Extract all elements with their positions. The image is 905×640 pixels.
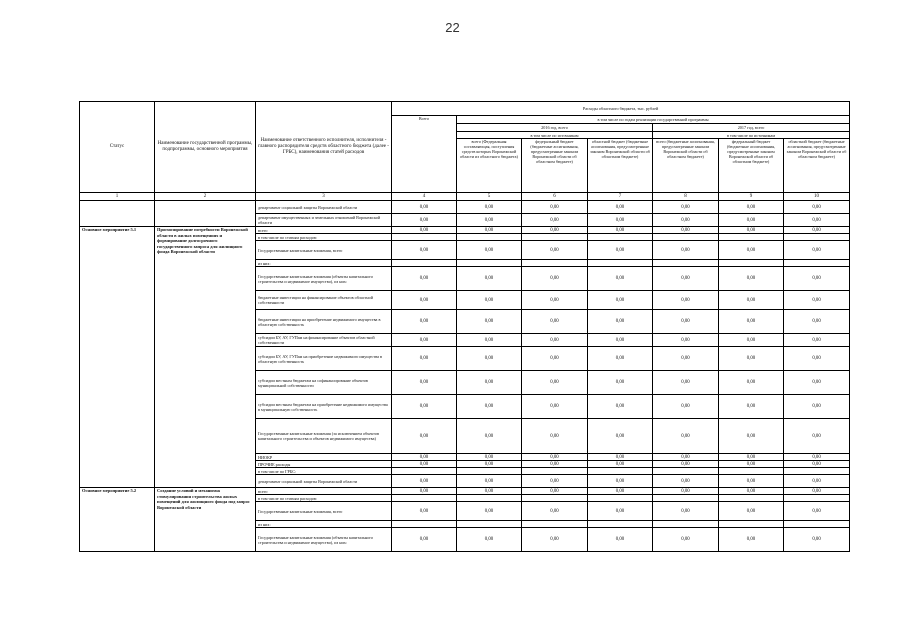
value-cell	[392, 521, 457, 528]
value-cell: 0,00	[784, 291, 850, 310]
value-cell	[588, 260, 653, 267]
value-cell: 0,00	[522, 371, 588, 395]
value-cell: 0,00	[392, 488, 457, 495]
value-cell: 0,00	[457, 475, 522, 488]
value-cell: 0,00	[653, 371, 719, 395]
value-cell: 0,00	[653, 395, 719, 419]
value-cell: 0,00	[719, 227, 784, 234]
header-source-b: федеральный бюджет (бюджетные ассигнования, предусмотренные законом Воронежской области об областном бюджете)	[522, 139, 588, 193]
value-cell: 0,00	[522, 347, 588, 371]
value-cell: 0,00	[392, 371, 457, 395]
value-cell: 0,00	[784, 419, 850, 454]
value-cell: 0,00	[588, 528, 653, 552]
value-cell	[457, 468, 522, 475]
value-cell: 0,00	[588, 454, 653, 461]
value-cell: 0,00	[719, 461, 784, 468]
value-cell: 0,00	[392, 241, 457, 260]
value-cell: 0,00	[522, 291, 588, 310]
value-cell: 0,00	[588, 347, 653, 371]
table-row	[80, 488, 850, 495]
expense-item-label: субсидии местным бюджетам на приобретение недвижимого имущества в муниципальную собственность	[256, 395, 392, 419]
value-cell: 0,00	[719, 201, 784, 214]
expense-item-label: бюджетные инвестиции на приобретение недвижимого имущества в областную собственность	[256, 310, 392, 334]
value-cell: 0,00	[522, 461, 588, 468]
column-number: 3	[256, 193, 392, 201]
value-cell: 0,00	[653, 502, 719, 521]
value-cell	[784, 260, 850, 267]
value-cell: 0,00	[457, 461, 522, 468]
value-cell: 0,00	[588, 395, 653, 419]
expense-item-label: в том числе по статьям расходов:	[256, 234, 392, 241]
value-cell: 0,00	[653, 201, 719, 214]
value-cell: 0,00	[653, 347, 719, 371]
expense-item-label: Государственные капитальные вложения (за исключением объектов капитального строительства и объектов недвижимого имущества)	[256, 419, 392, 454]
value-cell	[588, 521, 653, 528]
column-number: 4	[392, 193, 457, 201]
expense-item-label: департамент социальной защиты Воронежской области	[256, 201, 392, 214]
header-source-a: всего (Федеральная составляющая, поступления средств которых Воронежской области из областного бюджета)	[457, 139, 522, 193]
value-cell: 0,00	[719, 528, 784, 552]
header-source-e: федеральный бюджет (бюджетные ассигнования, предусмотренные законом Воронежской области об областном бюджете)	[719, 139, 784, 193]
value-cell: 0,00	[653, 310, 719, 334]
value-cell: 0,00	[392, 347, 457, 371]
value-cell: 0,00	[392, 528, 457, 552]
value-cell	[392, 260, 457, 267]
value-cell: 0,00	[588, 475, 653, 488]
value-cell: 0,00	[784, 201, 850, 214]
value-cell	[522, 521, 588, 528]
header-executor: Наименование ответственного исполнителя, исполнителя - главного распорядителя средств областного бюджета (далее - ГРБС), наименования статей расходов	[256, 102, 392, 193]
header-source-d: всего (бюджетные ассигнования, предусмотренные законом Воронежской области об областном бюджете)	[653, 139, 719, 193]
column-number-row	[80, 193, 850, 201]
value-cell	[653, 260, 719, 267]
value-cell: 0,00	[588, 461, 653, 468]
value-cell: 0,00	[784, 214, 850, 227]
header-by-years: в том числе по годам реализации государственной программы	[457, 116, 850, 124]
value-cell: 0,00	[653, 475, 719, 488]
value-cell	[522, 468, 588, 475]
value-cell: 0,00	[392, 334, 457, 347]
expense-item-label: ПРОЧИЕ расходы	[256, 461, 392, 468]
value-cell: 0,00	[522, 214, 588, 227]
value-cell: 0,00	[784, 267, 850, 291]
value-cell	[522, 234, 588, 241]
expense-item-label: НИОКР	[256, 454, 392, 461]
value-cell: 0,00	[457, 241, 522, 260]
value-cell: 0,00	[653, 419, 719, 454]
value-cell	[392, 468, 457, 475]
column-number: 10	[784, 193, 850, 201]
block2-name: Прогнозирование потребности Воронежской области в жилых помещениях и формирование долгосрочного государственного запроса для жилищного фонда Воронежской области	[155, 227, 256, 488]
block3-name: Создание условий и механизма стимулирования строительства жилых помещений для жилищного фонда под запрос Воронежской области	[155, 488, 256, 552]
value-cell: 0,00	[392, 310, 457, 334]
value-cell: 0,00	[392, 461, 457, 468]
value-cell	[588, 495, 653, 502]
column-number: 5	[457, 193, 522, 201]
value-cell	[588, 468, 653, 475]
value-cell: 0,00	[588, 488, 653, 495]
expense-item-label: Государственные капитальные вложения (объекты капитального строительства и недвижимое имущество), из них:	[256, 267, 392, 291]
value-cell: 0,00	[719, 267, 784, 291]
expense-item-label: субсидии БУ, АУ, ГУПам на приобретение недвижимого имущества в областную собственность	[256, 347, 392, 371]
value-cell: 0,00	[653, 461, 719, 468]
value-cell: 0,00	[653, 334, 719, 347]
value-cell: 0,00	[457, 502, 522, 521]
value-cell: 0,00	[719, 488, 784, 495]
value-cell	[784, 468, 850, 475]
column-number: 9	[719, 193, 784, 201]
value-cell: 0,00	[784, 502, 850, 521]
value-cell	[522, 260, 588, 267]
value-cell: 0,00	[588, 419, 653, 454]
value-cell: 0,00	[392, 419, 457, 454]
value-cell: 0,00	[653, 488, 719, 495]
column-number: 8	[653, 193, 719, 201]
value-cell	[719, 468, 784, 475]
value-cell: 0,00	[522, 227, 588, 234]
value-cell: 0,00	[392, 227, 457, 234]
value-cell: 0,00	[457, 371, 522, 395]
value-cell: 0,00	[522, 454, 588, 461]
value-cell	[719, 495, 784, 502]
value-cell: 0,00	[719, 454, 784, 461]
value-cell: 0,00	[719, 310, 784, 334]
value-cell	[522, 495, 588, 502]
value-cell: 0,00	[522, 502, 588, 521]
value-cell: 0,00	[392, 214, 457, 227]
page-number: 22	[445, 20, 460, 35]
value-cell	[784, 234, 850, 241]
value-cell: 0,00	[522, 201, 588, 214]
value-cell: 0,00	[784, 347, 850, 371]
value-cell: 0,00	[719, 334, 784, 347]
table-row	[80, 227, 850, 234]
value-cell	[784, 495, 850, 502]
value-cell: 0,00	[719, 395, 784, 419]
expense-item-label: Государственные капитальные вложения, всего	[256, 241, 392, 260]
value-cell: 0,00	[784, 395, 850, 419]
value-cell: 0,00	[392, 201, 457, 214]
value-cell: 0,00	[392, 291, 457, 310]
expense-item-label: Государственные капитальные вложения (объекты капитального строительства и недвижимое имущество), из них:	[256, 528, 392, 552]
expense-item-label: всего	[256, 488, 392, 495]
value-cell: 0,00	[457, 201, 522, 214]
value-cell	[588, 234, 653, 241]
value-cell: 0,00	[522, 334, 588, 347]
header-source-c: областной бюджет (бюджетные ассигнования, предусмотренные законом Воронежской области об областном бюджете)	[588, 139, 653, 193]
value-cell: 0,00	[784, 475, 850, 488]
value-cell	[392, 234, 457, 241]
expense-item-label: субсидии БУ, АУ, ГУПам на финансирование объектов областной собственности	[256, 334, 392, 347]
header-program-name: Наименование государственной программы, подпрограммы, основного мероприятия	[155, 102, 256, 193]
value-cell: 0,00	[719, 475, 784, 488]
value-cell	[392, 495, 457, 502]
value-cell: 0,00	[653, 291, 719, 310]
value-cell: 0,00	[522, 310, 588, 334]
value-cell: 0,00	[784, 310, 850, 334]
value-cell: 0,00	[784, 227, 850, 234]
expense-item-label: Государственные капитальные вложения, всего	[256, 502, 392, 521]
value-cell: 0,00	[784, 454, 850, 461]
block1-name	[155, 201, 256, 227]
value-cell: 0,00	[784, 241, 850, 260]
column-number: 7	[588, 193, 653, 201]
header-source-f: областной бюджет (бюджетные ассигнования, предусмотренные законом Воронежской области об областном бюджете)	[784, 139, 850, 193]
value-cell: 0,00	[392, 502, 457, 521]
value-cell: 0,00	[392, 267, 457, 291]
value-cell: 0,00	[719, 241, 784, 260]
block2-status: Основное мероприятие 5.1	[80, 227, 155, 488]
block3-status: Основное мероприятие 5.2	[80, 488, 155, 552]
value-cell: 0,00	[457, 214, 522, 227]
header-total: Всего	[392, 116, 457, 193]
value-cell: 0,00	[588, 214, 653, 227]
value-cell	[457, 521, 522, 528]
value-cell: 0,00	[719, 291, 784, 310]
value-cell	[457, 260, 522, 267]
value-cell: 0,00	[588, 310, 653, 334]
value-cell	[719, 234, 784, 241]
expense-item-label: в том числе по статьям расходов:	[256, 495, 392, 502]
value-cell: 0,00	[457, 334, 522, 347]
value-cell: 0,00	[784, 461, 850, 468]
budget-table	[79, 101, 850, 552]
value-cell: 0,00	[457, 454, 522, 461]
value-cell: 0,00	[457, 395, 522, 419]
value-cell: 0,00	[784, 488, 850, 495]
value-cell: 0,00	[457, 347, 522, 371]
value-cell: 0,00	[522, 528, 588, 552]
value-cell: 0,00	[457, 488, 522, 495]
value-cell: 0,00	[784, 371, 850, 395]
value-cell: 0,00	[522, 267, 588, 291]
expense-item-label: всего	[256, 227, 392, 234]
table-row	[80, 201, 850, 214]
value-cell: 0,00	[588, 291, 653, 310]
value-cell: 0,00	[653, 227, 719, 234]
column-number: 6	[522, 193, 588, 201]
value-cell: 0,00	[522, 419, 588, 454]
value-cell: 0,00	[457, 419, 522, 454]
value-cell: 0,00	[784, 528, 850, 552]
value-cell: 0,00	[392, 454, 457, 461]
value-cell	[653, 468, 719, 475]
value-cell: 0,00	[784, 334, 850, 347]
value-cell	[719, 260, 784, 267]
expense-item-label: в том числе по ГРБС:	[256, 468, 392, 475]
value-cell: 0,00	[719, 419, 784, 454]
value-cell: 0,00	[522, 488, 588, 495]
value-cell	[653, 521, 719, 528]
value-cell: 0,00	[588, 502, 653, 521]
column-number: 2	[155, 193, 256, 201]
expense-item-label: департамент социальной защиты Воронежской области	[256, 475, 392, 488]
value-cell: 0,00	[588, 227, 653, 234]
value-cell: 0,00	[588, 371, 653, 395]
expense-item-label: департамент имущественных и земельных отношений Воронежской области	[256, 214, 392, 227]
value-cell	[653, 495, 719, 502]
value-cell: 0,00	[457, 310, 522, 334]
value-cell	[457, 495, 522, 502]
expense-item-label: бюджетные инвестиции на финансирование объектов областной собственности	[256, 291, 392, 310]
value-cell: 0,00	[588, 334, 653, 347]
value-cell: 0,00	[719, 214, 784, 227]
value-cell	[784, 521, 850, 528]
value-cell: 0,00	[522, 475, 588, 488]
value-cell: 0,00	[457, 291, 522, 310]
value-cell: 0,00	[719, 502, 784, 521]
value-cell: 0,00	[588, 241, 653, 260]
value-cell	[719, 521, 784, 528]
value-cell: 0,00	[653, 267, 719, 291]
header-year-2017: 2017 год, всего	[653, 124, 850, 132]
value-cell	[457, 234, 522, 241]
value-cell: 0,00	[653, 528, 719, 552]
header-year-2016: 2016 год, всего	[457, 124, 653, 132]
value-cell: 0,00	[588, 267, 653, 291]
expense-item-label: из них:	[256, 521, 392, 528]
header-by-sources-2017: в том числе по источникам	[653, 132, 850, 139]
header-status: Статус	[80, 102, 155, 193]
value-cell: 0,00	[653, 241, 719, 260]
value-cell: 0,00	[653, 214, 719, 227]
header-expenses: Расходы областного бюджета, тыс. рублей	[392, 102, 850, 116]
value-cell: 0,00	[392, 395, 457, 419]
column-number: 1	[80, 193, 155, 201]
value-cell	[653, 234, 719, 241]
block1-status	[80, 201, 155, 227]
value-cell: 0,00	[457, 267, 522, 291]
value-cell: 0,00	[719, 371, 784, 395]
value-cell: 0,00	[522, 241, 588, 260]
expense-item-label: из них:	[256, 260, 392, 267]
value-cell: 0,00	[653, 454, 719, 461]
header-by-sources-2016: в том числе по источникам	[457, 132, 653, 139]
value-cell: 0,00	[457, 528, 522, 552]
value-cell: 0,00	[522, 395, 588, 419]
expense-item-label: субсидии местным бюджетам на софинансирование объектов муниципальной собственности	[256, 371, 392, 395]
value-cell: 0,00	[392, 475, 457, 488]
value-cell: 0,00	[457, 227, 522, 234]
value-cell: 0,00	[588, 201, 653, 214]
value-cell: 0,00	[719, 347, 784, 371]
